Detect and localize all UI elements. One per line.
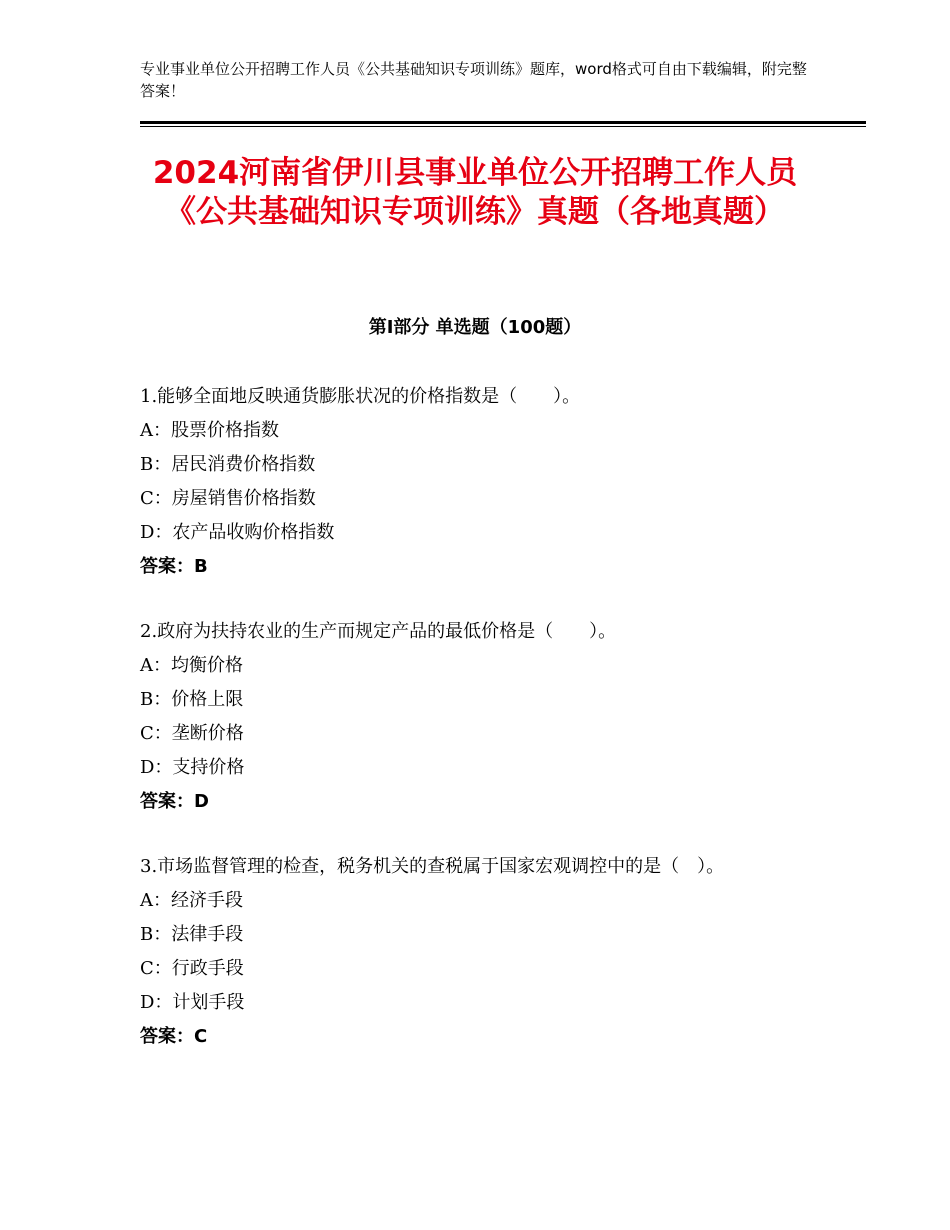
answer-value: B bbox=[194, 556, 208, 577]
option-c: C：房屋销售价格指数 bbox=[140, 488, 316, 509]
option-d: D：计划手段 bbox=[140, 992, 245, 1013]
option-b: B：居民消费价格指数 bbox=[140, 454, 316, 475]
option-a: A：经济手段 bbox=[140, 890, 243, 911]
answer-prefix: 答案： bbox=[140, 556, 194, 577]
answer-value: C bbox=[194, 1026, 208, 1047]
option-d: D：支持价格 bbox=[140, 757, 245, 778]
header-rule-thin bbox=[140, 126, 866, 127]
option-c: C：行政手段 bbox=[140, 958, 244, 979]
option-a: A：均衡价格 bbox=[140, 655, 243, 676]
header-rule-thick bbox=[140, 121, 866, 124]
question-stem: 2.政府为扶持农业的生产而规定产品的最低价格是（ ）。 bbox=[140, 621, 617, 642]
answer-prefix: 答案： bbox=[140, 1026, 194, 1047]
question-1 bbox=[140, 380, 840, 584]
answer-line bbox=[140, 550, 840, 584]
option-a: A：股票价格指数 bbox=[140, 420, 279, 441]
question-2 bbox=[140, 615, 840, 819]
question-list bbox=[140, 380, 840, 1085]
question-3 bbox=[140, 850, 840, 1054]
header-note: 专业事业单位公开招聘工作人员《公共基础知识专项训练》题库，word格式可自由下载编辑，附完整答案！ bbox=[140, 60, 807, 100]
document-title: 2024河南省伊川县事业单位公开招聘工作人员《公共基础知识专项训练》真题（各地真题） bbox=[152, 155, 798, 230]
answer-line bbox=[140, 785, 840, 819]
section-title: 第Ⅰ部分 单选题（100题） bbox=[368, 317, 582, 338]
option-d: D：农产品收购价格指数 bbox=[140, 522, 335, 543]
question-stem: 3.市场监督管理的检查，税务机关的查税属于国家宏观调控中的是（ ）。 bbox=[140, 856, 725, 877]
option-b: B：价格上限 bbox=[140, 689, 244, 710]
option-c: C：垄断价格 bbox=[140, 723, 244, 744]
answer-line bbox=[140, 1020, 840, 1054]
answer-value: D bbox=[194, 791, 209, 812]
answer-prefix: 答案： bbox=[140, 791, 194, 812]
option-b: B：法律手段 bbox=[140, 924, 244, 945]
question-stem: 1.能够全面地反映通货膨胀状况的价格指数是（ ）。 bbox=[140, 386, 581, 407]
